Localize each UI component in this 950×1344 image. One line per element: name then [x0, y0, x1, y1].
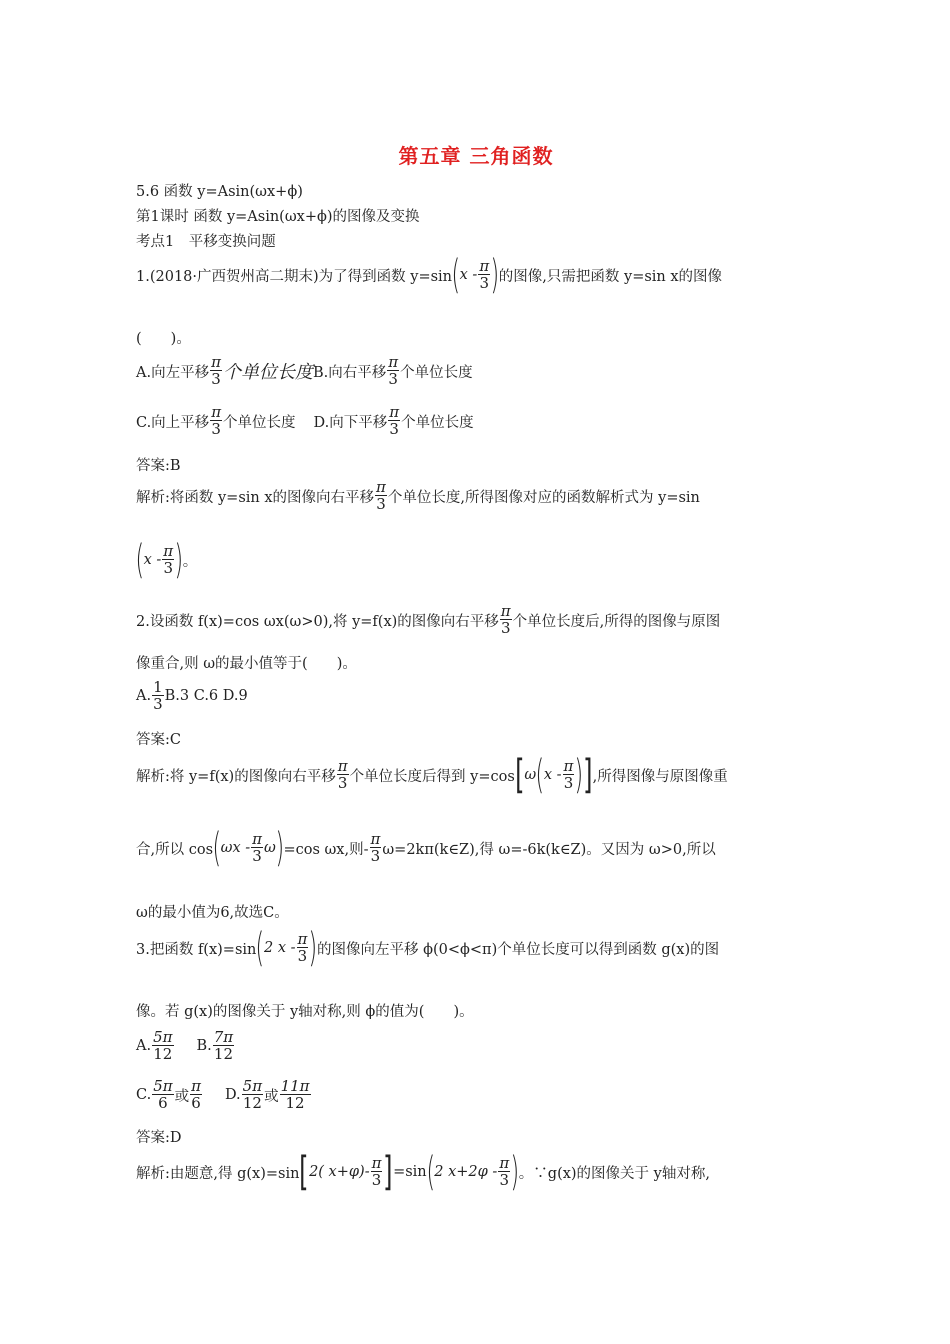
lesson-heading: 第1课时 函数 y=Asin(ωx+ϕ)的图像及变换 [136, 209, 420, 225]
q1-options-ab: A.向左平移 $\frac{\pi}{3}$ 个单位长度 B.向右平移 $\frac{\pi}{3}$ 个单位长度 [136, 353, 473, 388]
q3-options-cd: C. $\frac{5\pi}{6}$ 或 $\frac{\pi}{6}$ D. $\frac{5\pi}{12}$ 或 $\frac{11\pi}{12}$ [136, 1077, 310, 1112]
topic-heading: 考点1 平移变换问题 [136, 234, 276, 250]
q3-stem: 3.把函数 f(x)=sin ( 2 x - $\frac{\pi}{3}$ ) 的图像向左平移 ϕ(0<ϕ<π)个单位长度可以得到函数 g(x)的图 [136, 925, 720, 971]
q2-explanation: 解析:将 y=f(x)的图像向右平移 $\frac{\pi}{3}$ 个单位长度后得到 y=cos [ ω ( x - $\frac{\pi}{3}$ ) ] ,所得图像与原图像重 [136, 752, 728, 798]
q2-options: A. $\frac{1}{3}$ B.3 C.6 D.9 [136, 678, 248, 713]
section-heading: 5.6 函数 y=Asin(ωx+ϕ) [136, 184, 303, 200]
q3-answer: 答案:D [136, 1130, 182, 1146]
q1-blank: ( )。 [136, 331, 191, 347]
q2-explanation-3: ω的最小值为6,故选C。 [136, 905, 289, 921]
q3-stem-cont: 像。若 g(x)的图像关于 y轴对称,则 ϕ的值为( )。 [136, 1004, 474, 1020]
q1-options-cd: C.向上平移 $\frac{\pi}{3}$ 个单位长度 D.向下平移 $\frac{\pi}{3}$ 个单位长度 [136, 403, 474, 438]
q1-answer: 答案:B [136, 458, 181, 474]
q1-stem: 1.(2018·广西贺州高二期末)为了得到函数 y=sin ( x - $\frac{\pi}{3}$ ) 的图像,只需把函数 y=sin x的图像 [136, 252, 723, 298]
q2-stem-cont: 像重合,则 ω的最小值等于( )。 [136, 656, 357, 672]
fraction: $\frac{\pi}{3}$ [479, 257, 490, 292]
q1-explanation: 解析:将函数 y=sin x的图像向右平移 $\frac{\pi}{3}$ 个单位长度,所得图像对应的函数解析式为 y=sin [136, 478, 700, 513]
q2-answer: 答案:C [136, 732, 181, 748]
q2-stem: 2.设函数 f(x)=cos ωx(ω>0),将 y=f(x)的图像向右平移 $\frac{\pi}{3}$ 个单位长度后,所得的图像与原图 [136, 602, 721, 637]
q1-explanation-formula: ( x - $\frac{\pi}{3}$ ) 。 [135, 537, 198, 583]
q2-explanation-2: 合,所以 cos ( ωx - $\frac{\pi}{3}$ ω ) =cos ωx,则- $\frac{\pi}{3}$ ω=2kπ(k∈Z),得 ω=-6k(k∈Z)。又因为 ω>0,所以 [136, 825, 716, 871]
q3-options-ab: A. $\frac{5\pi}{12}$ B. $\frac{7\pi}{12}$ [136, 1028, 234, 1063]
page-title: 第五章 三角函数 [398, 144, 554, 168]
q3-explanation: 解析:由题意,得 g(x)=sin [ 2( x+φ)- $\frac{\pi}{3}$ ] =sin ( 2 x+2φ - $\frac{\pi}{3}$ ) 。∵g(x)的图像关于 y轴对称, [136, 1149, 710, 1195]
